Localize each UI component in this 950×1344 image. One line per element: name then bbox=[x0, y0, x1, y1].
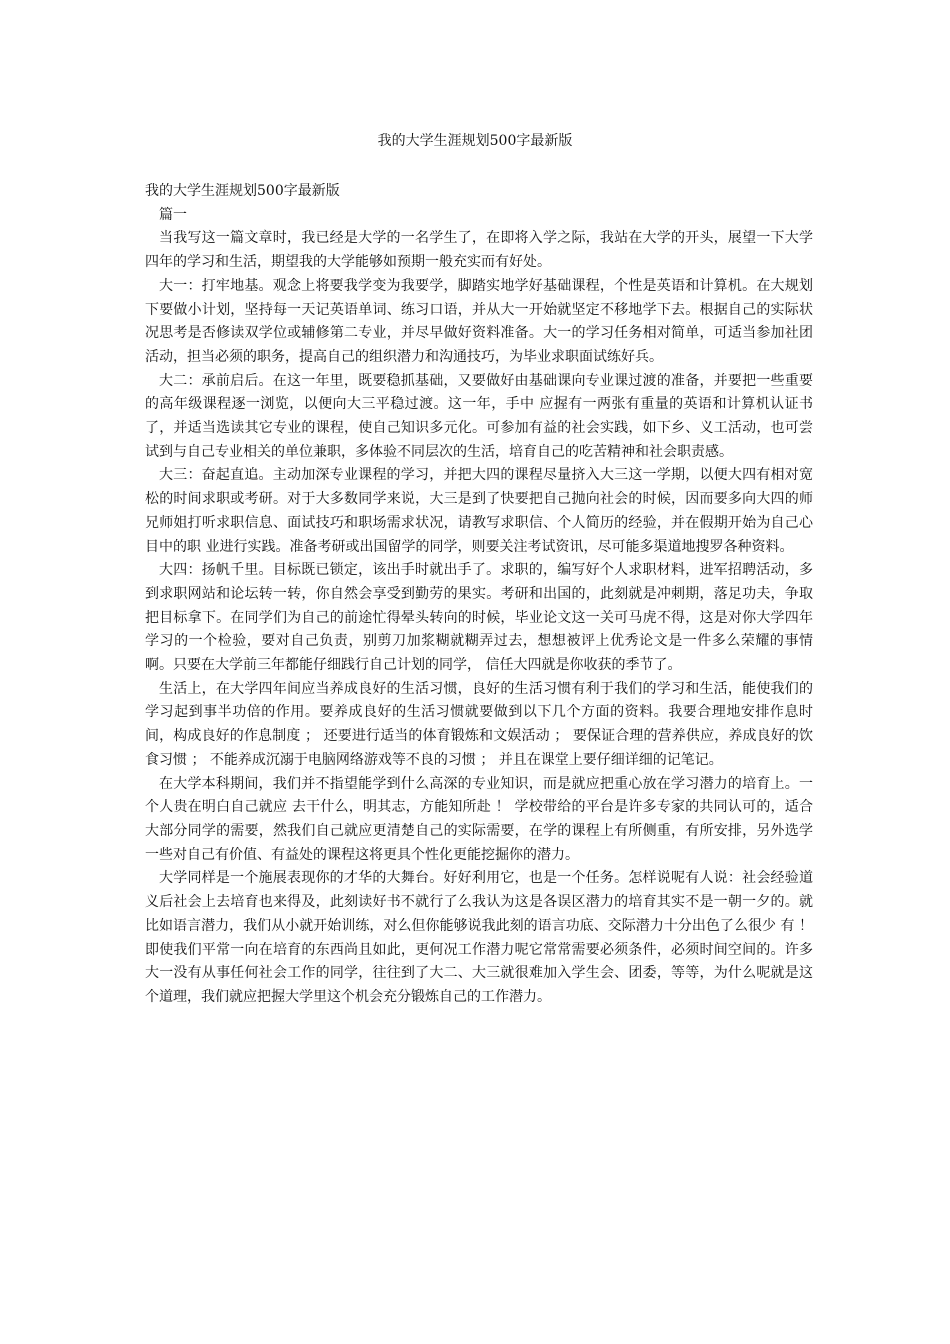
section-heading: 篇一 bbox=[159, 206, 187, 223]
paragraph-life-habits: 生活上，在大学四年间应当养成良好的生活习惯，良好的生活习惯有利于我们的学习和生活，能使我们的学习起到事半功倍的作用。要养成良好的生活习惯就要做到以下几个方面的资料。我要合理地安排作息时间，构成良好的作息制度 ； 还要进行适当的体育锻炼和文娱活动 ； 要保证合理的营养供应，养成良好的饮食习惯 ； 不能养成沉溺于电脑网络游戏等不良的习惯 ； 并且在课堂上要仔细详细的记笔记。 bbox=[145, 680, 813, 768]
paragraph-intro: 当我写这一篇文章时，我已经是大学的一名学生了，在即将入学之际，我站在大学的开头，展望一下大学四年的学习和生活，期望我的大学能够如预期一般充实而有好处。 bbox=[145, 230, 813, 271]
paragraph-stage: 大学同样是一个施展表现你的才华的大舞台。好好利用它，也是一个任务。怎样说呢有人说：社会经验道义后社会上去培育也来得及，此刻读好书不就行了么我认为这是各误区潜力的培育其实不是一朝一夕的。就比如语言潜力，我们从小就开始训练，对么但你能够说我此刻的语言功底、交际潜力十分出色了么很少 有 ！ 即使我们平常一向在培育的东西尚且如此，更何况工作潜力呢它常常需要必须条件，必须时间空间的。许多大一没有从事任何社会工作的同学，往往到了大二、大三就很难加入学生会、团委，等等，为什么呢就是这个道理，我们就应把握大学里这个机会充分锻炼自己的工作潜力。 bbox=[145, 870, 813, 1005]
paragraph-year-one: 大一：打牢地基。观念上将要我学变为我要学，脚踏实地学好基础课程，个性是英语和计算机。在大规划下要做小计划，坚持每一天记英语单词、练习口语，并从大一开始就坚定不移地学下去。根据自己的实际状况思考是否修读双学位或辅修第二专业，并尽早做好资料准备。大一的学习任务相对简单，可适当参加社团活动，担当必须的职务，提高自己的组织潜力和沟通技巧，为毕业求职面试练好兵。 bbox=[145, 277, 813, 365]
paragraph-ability-training: 在大学本科期间，我们并不指望能学到什么高深的专业知识，而是就应把重心放在学习潜力的培育上。一个人贵在明白自己就应 去干什么，明其志，方能知所赴 ！ 学校带给的平台是许多专家的共同认可的，适合大部分同学的需要，然我们自己就应更清楚自己的实际需要，在学的课程上有所侧重，有所安排，另外选学一些对自己有价值、有益处的课程这将更具个性化更能挖掘你的潜力。 bbox=[145, 775, 813, 863]
document-title: 我的大学生涯规划500字最新版 bbox=[377, 133, 573, 149]
document-body bbox=[145, 180, 813, 1010]
document-subtitle: 我的大学生涯规划500字最新版 bbox=[145, 183, 340, 199]
paragraph-year-three: 大三：奋起直追。主动加深专业课程的学习，并把大四的课程尽量挤入大三这一学期，以便大四有相对宽松的时间求职或考研。对于大多数同学来说，大三是到了快要把自己抛向社会的时候，因而要多向大四的师兄师姐打听求职信息、面试技巧和职场需求状况，请教写求职信、个人简历的经验，并在假期开始为自己心目中的职 业进行实践。准备考研或出国留学的同学，则要关注考试资讯，尽可能多渠道地搜罗各种资料。 bbox=[145, 467, 813, 555]
paragraph-year-four: 大四：扬帆千里。目标既已锁定，该出手时就出手了。求职的，编写好个人求职材料，进军招聘活动，多到求职网站和论坛转一转，你自然会享受到勤劳的果实。考研和出国的，此刻就是冲刺期，落足功夫，争取把目标拿下。在同学们为自己的前途忙得晕头转向的时候，毕业论文这一关可马虎不得，这是对你大学四年学习的一个检验，要对自己负责，别剪刀加浆糊就糊弄过去，想想被评上优秀论文是一件多么荣耀的事情啊。只要在大学前三年都能仔细践行自己计划的同学， 信任大四就是你收获的季节了。 bbox=[145, 562, 813, 674]
paragraph-year-two: 大二：承前启后。在这一年里，既要稳抓基础，又要做好由基础课向专业课过渡的准备，并要把一些重要的高年级课程逐一浏览，以便向大三平稳过渡。这一年，手中 应握有一两张有重量的英语和计算机认证书了，并适当选读其它专业的课程，使自己知识多元化。可参加有益的社会实践，如下乡、义工活动，也可尝试到与自己专业相关的单位兼职，多体验不同层次的生活，培育自己的吃苦精神和社会职责感。 bbox=[145, 372, 813, 460]
